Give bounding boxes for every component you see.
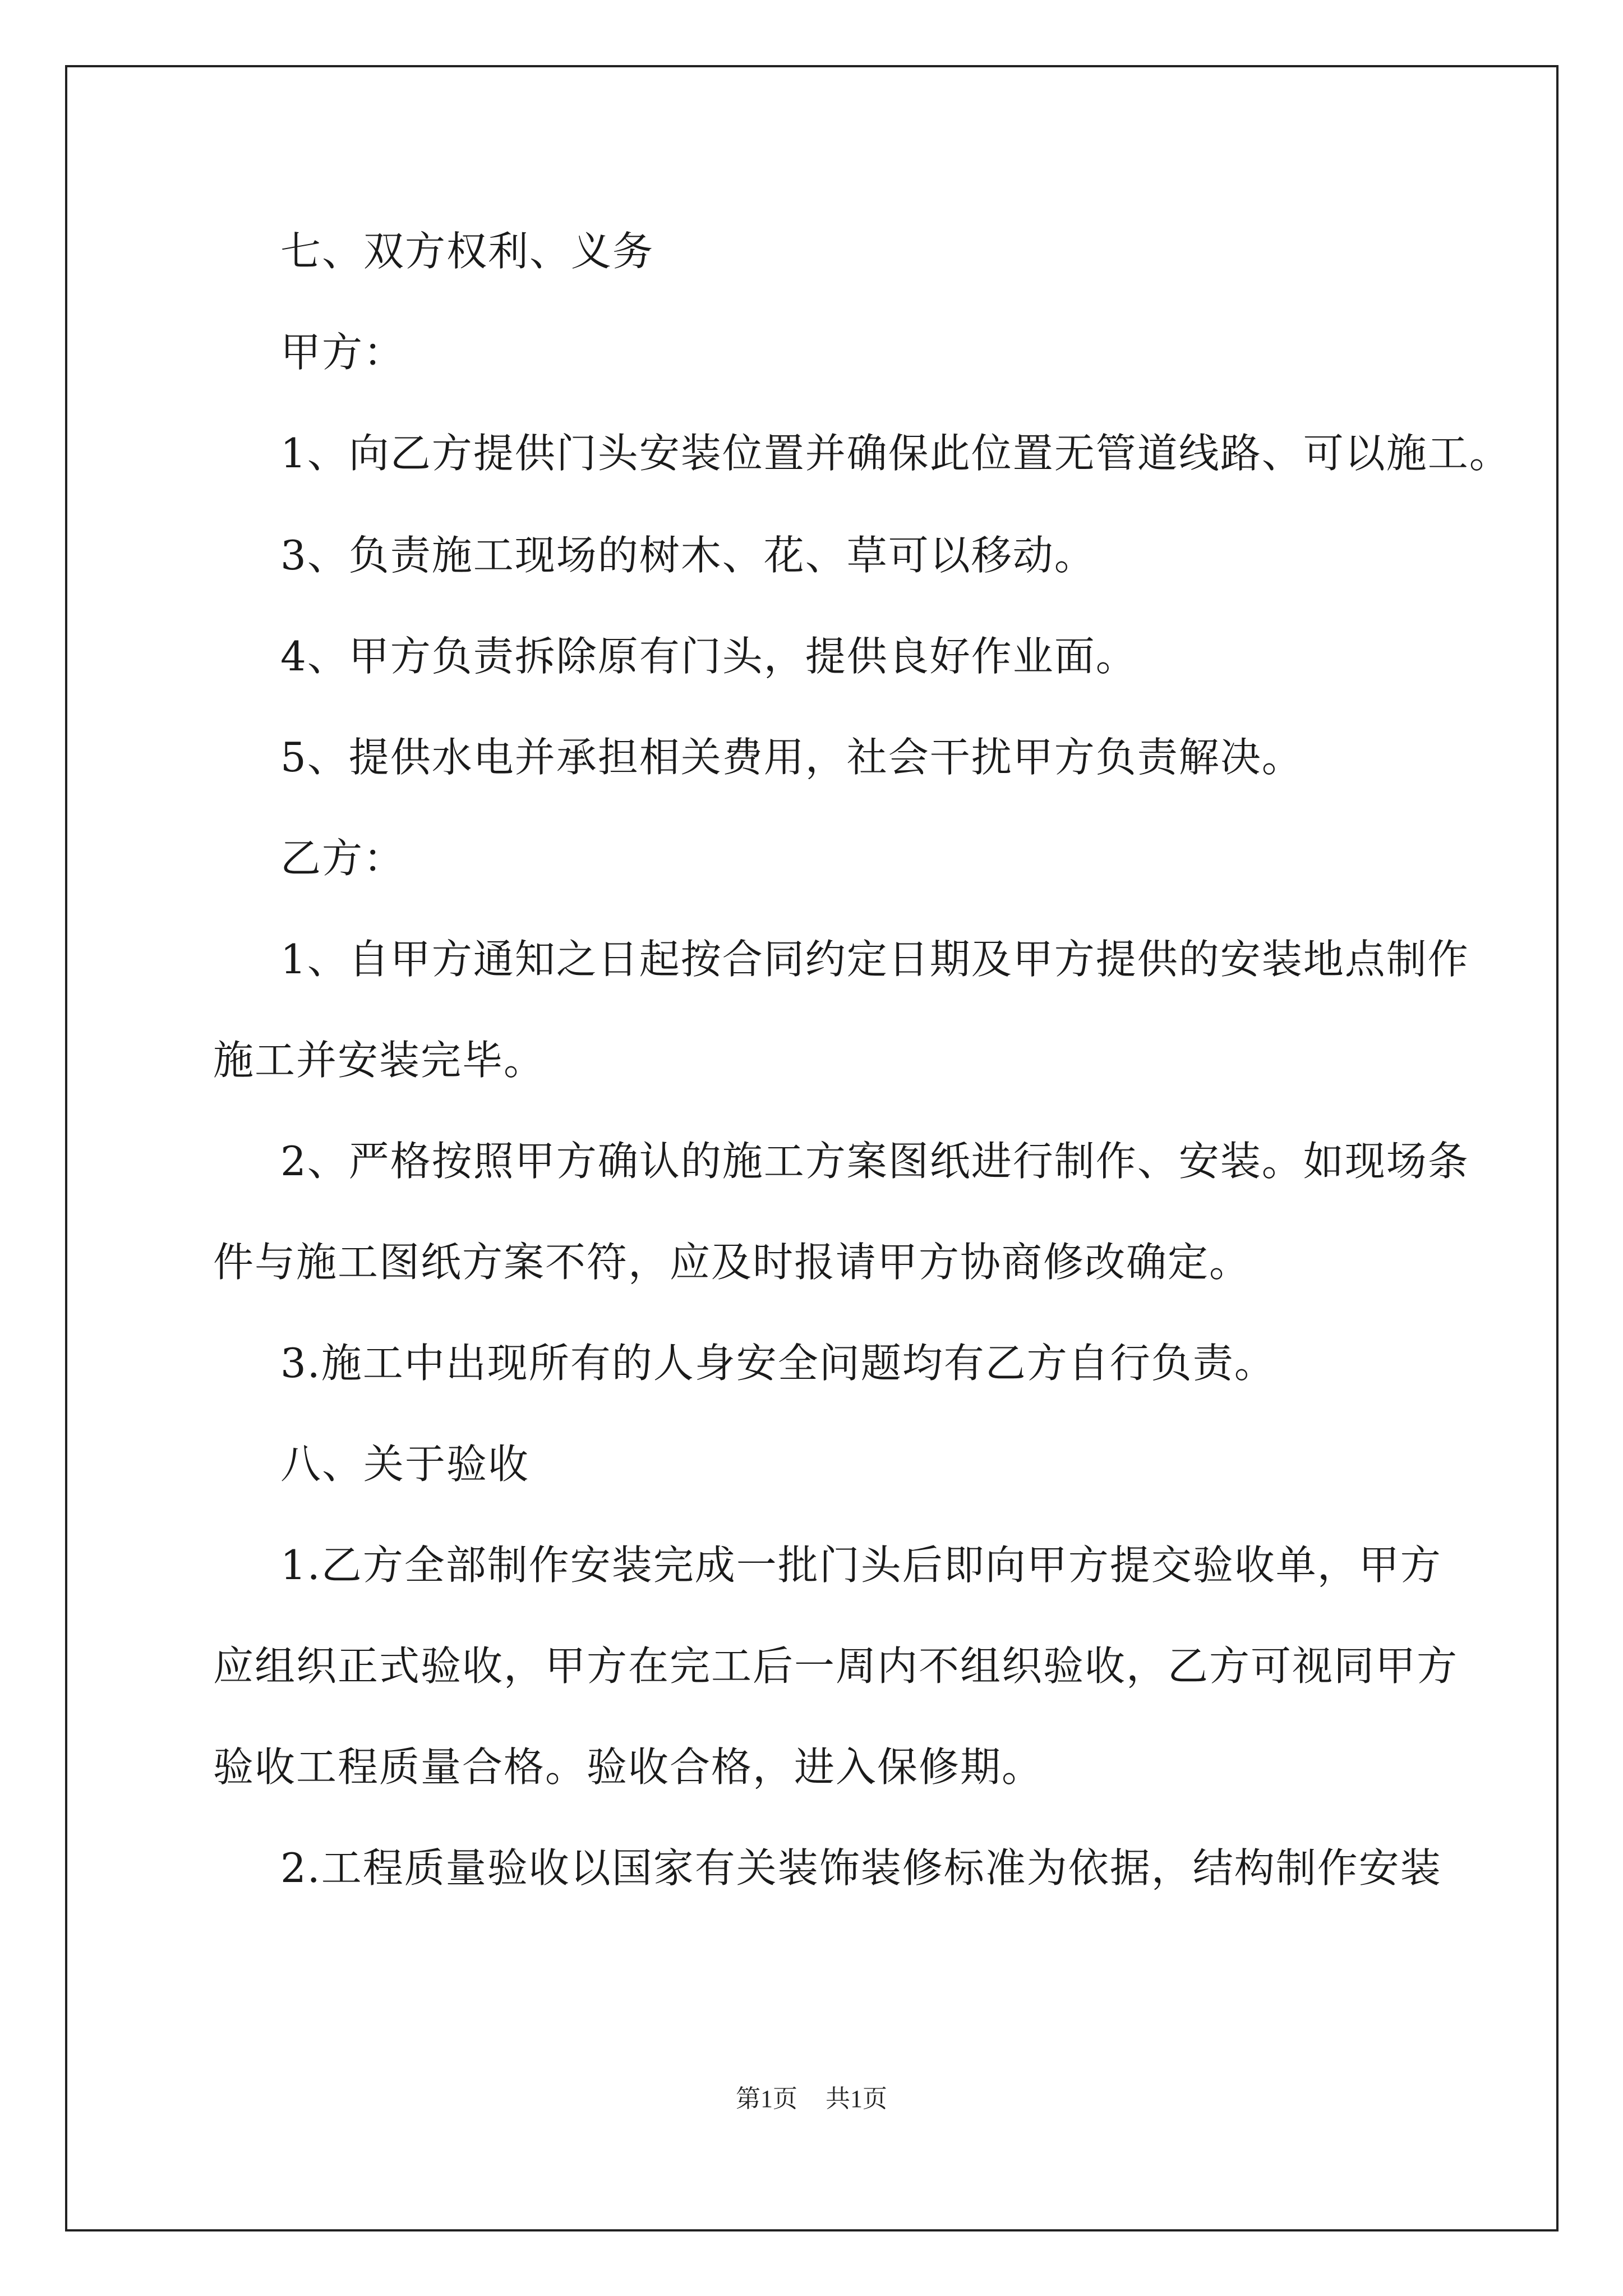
acceptance-item-2-line-1: 2.工程质量验收以国家有关装饰装修标准为依据，结构制作安装 (280, 1844, 1442, 1892)
party-b-item-1-line-2: 施工并安装完毕。 (213, 1037, 546, 1084)
acceptance-item-1-line-2: 应组织正式验收，甲方在完工后一周内不组织验收，乙方可视同甲方 (213, 1642, 1459, 1690)
party-b-item-1-line-1: 1、自甲方通知之日起按合同约定日期及甲方提供的安装地点制作 (280, 936, 1469, 983)
party-a-item-1: 1、向乙方提供门头安装位置并确保此位置无管道线路、可以施工。 (280, 430, 1511, 477)
section-heading-rights: 七、双方权利、义务 (280, 228, 654, 275)
party-b-item-2-line-1: 2、严格按照甲方确认的施工方案图纸进行制作、安装。如现场条 (280, 1138, 1469, 1185)
page-footer (0, 2082, 1623, 2116)
page-number-current: 第1页 (736, 2085, 797, 2113)
party-b-item-3: 3.施工中出现所有的人身安全问题均有乙方自行负责。 (280, 1340, 1276, 1387)
page-number-total: 共1页 (826, 2085, 887, 2113)
party-a-item-4: 4、甲方负责拆除原有门头，提供良好作业面。 (280, 633, 1137, 680)
party-a-item-3: 3、负责施工现场的树木、花、草可以移动。 (280, 532, 1096, 579)
party-a-item-5: 5、提供水电并承担相关费用，社会干扰甲方负责解决。 (280, 734, 1303, 781)
acceptance-item-1-line-3: 验收工程质量合格。验收合格，进入保修期。 (213, 1743, 1044, 1791)
party-b-item-2-line-2: 件与施工图纸方案不符，应及时报请甲方协商修改确定。 (213, 1239, 1251, 1286)
party-a-heading: 甲方： (280, 329, 405, 376)
acceptance-item-1-line-1: 1.乙方全部制作安装完成一批门头后即向甲方提交验收单，甲方 (280, 1542, 1442, 1589)
section-heading-acceptance: 八、关于验收 (280, 1441, 530, 1488)
party-b-heading: 乙方： (280, 835, 405, 882)
